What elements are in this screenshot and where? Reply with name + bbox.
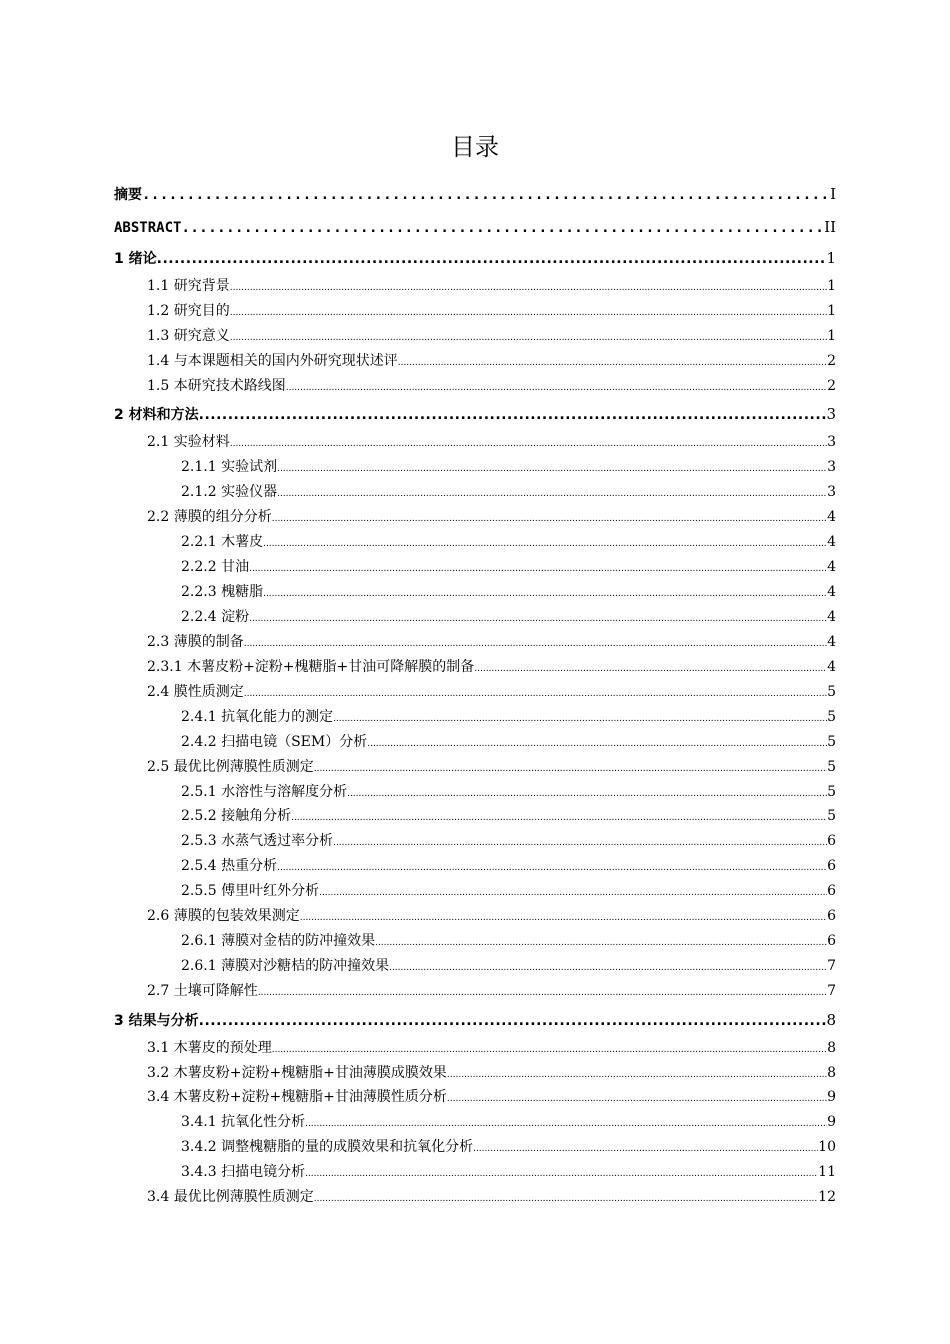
- toc-entry-label: 2.2.1 木薯皮: [181, 534, 264, 550]
- toc-entry[interactable]: [181, 457, 836, 479]
- toc-leader-dots: [277, 459, 827, 479]
- toc-entry-page: 1: [826, 249, 836, 267]
- toc-entry-page: I: [830, 185, 836, 203]
- toc-leader-dots: [230, 303, 827, 323]
- toc-entry[interactable]: [181, 806, 836, 828]
- toc-entry[interactable]: [114, 1010, 836, 1031]
- toc-entry[interactable]: [181, 482, 836, 504]
- toc-entry-label: 2.2.4 淀粉: [181, 609, 250, 625]
- toc-entry-label: 1.1 研究背景: [147, 278, 230, 294]
- toc-entry[interactable]: [147, 276, 836, 298]
- toc-leader-dots: [244, 634, 827, 654]
- toc-leader-dots: [230, 328, 827, 348]
- toc-entry[interactable]: [147, 301, 836, 323]
- toc-entry-page: 3: [827, 434, 836, 450]
- toc-entry-page: 4: [827, 534, 836, 550]
- toc-entry-label: 1.2 研究目的: [147, 303, 230, 319]
- toc-entry-label: 1 绪论: [114, 251, 157, 267]
- toc-entry-page: 6: [827, 933, 836, 949]
- toc-leader-dots: [300, 908, 827, 928]
- toc-entry[interactable]: [147, 981, 836, 1003]
- toc-entry-label: 3.4.2 调整槐糖脂的量的成膜效果和抗氧化分析: [181, 1139, 474, 1155]
- toc-entry-label: 2.5.2 接触角分析: [181, 808, 292, 824]
- toc-entry-page: 8: [827, 1040, 836, 1056]
- toc-entry-label: 2.2 薄膜的组分分析: [147, 509, 272, 525]
- toc-entry-label: 2 材料和方法: [114, 407, 199, 423]
- toc-entry-label: 2.3.1 木薯皮粉+淀粉+槐糖脂+甘油可降解膜的制备: [147, 659, 475, 675]
- toc-leader-dots: [258, 983, 827, 1003]
- toc-leader-dots: [249, 609, 827, 629]
- toc-leader-dots: [305, 1114, 827, 1134]
- toc-leader-dots: [181, 218, 824, 238]
- toc-entry-label: 2.1.1 实验试剂: [181, 459, 278, 475]
- toc-leader-dots: [230, 434, 827, 454]
- toc-entry[interactable]: [181, 1162, 836, 1184]
- toc-entry-label: 2.7 土壤可降解性: [147, 983, 258, 999]
- toc-leader-dots: [447, 1089, 827, 1109]
- toc-leader-dots: [199, 405, 827, 425]
- toc-entry-page: 5: [827, 684, 836, 700]
- toc-leader-dots: [389, 958, 827, 978]
- toc-entry-label: 2.4.1 抗氧化能力的测定: [181, 709, 334, 725]
- toc-entry-page: 3: [827, 459, 836, 475]
- toc-entry-page: 5: [827, 808, 836, 824]
- toc-leader-dots: [473, 1139, 818, 1159]
- toc-entry-page: 9: [827, 1089, 836, 1105]
- toc-entry-label: 2.1.2 实验仪器: [181, 484, 278, 500]
- toc-entry-label: 3 结果与分析: [114, 1013, 199, 1029]
- toc-entry-label: 2.3 薄膜的制备: [147, 634, 244, 650]
- toc-entry[interactable]: [181, 707, 836, 729]
- toc-entry-label: 2.4.2 扫描电镜（SEM）分析: [181, 734, 368, 750]
- toc-entry[interactable]: [147, 432, 836, 454]
- toc-entry[interactable]: [114, 248, 836, 269]
- toc-leader-dots: [263, 584, 827, 604]
- toc-entry-page: 10: [818, 1139, 836, 1155]
- toc-entry-label: 2.2.3 槐糖脂: [181, 584, 264, 600]
- toc-entry-page: 12: [818, 1189, 836, 1205]
- toc-leader-dots: [286, 378, 827, 398]
- toc-entry-label: 2.5.5 傅里叶红外分析: [181, 883, 320, 899]
- toc-leader-dots: [142, 185, 830, 205]
- toc-entry[interactable]: [181, 782, 836, 804]
- toc-entry[interactable]: [181, 856, 836, 878]
- toc-entry-label: 1.5 本研究技术路线图: [147, 378, 286, 394]
- toc-leader-dots: [277, 484, 827, 504]
- toc-leader-dots: [333, 709, 827, 729]
- toc-entry-page: 6: [827, 858, 836, 874]
- page-title: 目录: [451, 133, 499, 162]
- toc-leader-dots: [157, 249, 827, 269]
- toc-entry-page: 4: [827, 509, 836, 525]
- toc-entry[interactable]: [181, 1137, 836, 1159]
- toc-leader-dots: [347, 784, 827, 804]
- toc-entry[interactable]: [147, 682, 836, 704]
- toc-entry-label: 2.6.1 薄膜对沙糖桔的防冲撞效果: [181, 958, 390, 974]
- toc-entry-label: 摘要: [114, 187, 142, 203]
- toc-entry-label: 3.4 最优比例薄膜性质测定: [147, 1189, 314, 1205]
- toc-entry-page: 2: [827, 378, 836, 394]
- toc-entry-page: 5: [827, 709, 836, 725]
- toc-entry-page: 1: [827, 303, 836, 319]
- toc-leader-dots: [447, 1065, 827, 1085]
- toc-leader-dots: [199, 1011, 827, 1031]
- toc-entry-page: 8: [826, 1011, 836, 1029]
- toc-entry[interactable]: [147, 1087, 836, 1109]
- toc-entry-label: 1.4 与本课题相关的国内外研究现状述评: [147, 353, 398, 369]
- toc-leader-dots: [244, 684, 827, 704]
- toc-entry[interactable]: [181, 831, 836, 853]
- toc-entry[interactable]: [181, 557, 836, 579]
- toc-entry[interactable]: [181, 532, 836, 554]
- toc-entry-label: 2.5.1 水溶性与溶解度分析: [181, 784, 348, 800]
- toc-entry-page: 4: [827, 634, 836, 650]
- toc-leader-dots: [474, 659, 827, 679]
- toc-entry-label: 3.4.3 扫描电镜分析: [181, 1164, 306, 1180]
- toc-entry[interactable]: [147, 1038, 836, 1060]
- toc-leader-dots: [305, 1164, 818, 1184]
- toc-entry-page: 11: [818, 1164, 836, 1180]
- toc-entry-page: 4: [827, 609, 836, 625]
- toc-entry[interactable]: [181, 931, 836, 953]
- toc-entry-page: 4: [827, 584, 836, 600]
- toc-entry-page: 1: [827, 278, 836, 294]
- toc-entry[interactable]: [181, 607, 836, 629]
- toc-entry-label: 2.6.1 薄膜对金桔的防冲撞效果: [181, 933, 376, 949]
- toc-entry-page: 3: [826, 405, 836, 423]
- toc-entry-label: 3.1 木薯皮的预处理: [147, 1040, 272, 1056]
- toc-entry[interactable]: [181, 1112, 836, 1134]
- toc-entry-page: 2: [827, 353, 836, 369]
- toc-entry[interactable]: [181, 732, 836, 754]
- toc-entry[interactable]: [147, 906, 836, 928]
- toc-entry[interactable]: [181, 582, 836, 604]
- toc-entry[interactable]: [147, 632, 836, 654]
- toc-leader-dots: [249, 559, 827, 579]
- toc-entry[interactable]: [147, 1187, 836, 1209]
- toc-entry-label: 2.5.4 热重分析: [181, 858, 278, 874]
- toc-entry-label: 3.4.1 抗氧化性分析: [181, 1114, 306, 1130]
- toc-entry[interactable]: [147, 1063, 836, 1085]
- toc-entry-page: 5: [827, 784, 836, 800]
- toc-entry-label: 2.5 最优比例薄膜性质测定: [147, 759, 314, 775]
- toc-entry-page: 5: [827, 759, 836, 775]
- toc-leader-dots: [333, 833, 827, 853]
- toc-entry-label: 3.4 木薯皮粉+淀粉+槐糖脂+甘油薄膜性质分析: [147, 1089, 447, 1105]
- toc-leader-dots: [319, 883, 827, 903]
- toc-entry[interactable]: [147, 507, 836, 529]
- toc-entry-label: 2.6 薄膜的包装效果测定: [147, 908, 300, 924]
- toc-entry-label: 2.4 膜性质测定: [147, 684, 244, 700]
- toc-leader-dots: [398, 353, 827, 373]
- toc-entry[interactable]: [147, 376, 836, 398]
- toc-entry-page: 6: [827, 908, 836, 924]
- toc-entry[interactable]: [147, 757, 836, 779]
- toc-leader-dots: [272, 509, 827, 529]
- toc-entry-page: 4: [827, 659, 836, 675]
- toc-entry-label: 2.2.2 甘油: [181, 559, 250, 575]
- toc-entry[interactable]: [147, 657, 836, 679]
- toc-entry-page: 5: [827, 734, 836, 750]
- toc-leader-dots: [314, 759, 827, 779]
- toc-leader-dots: [291, 808, 827, 828]
- toc-entry-page: 7: [827, 983, 836, 999]
- toc-entry[interactable]: [114, 217, 836, 238]
- toc-entry[interactable]: [114, 404, 836, 425]
- toc-entry-label: 2.1 实验材料: [147, 434, 230, 450]
- toc-leader-dots: [277, 858, 827, 878]
- toc-entry-page: 4: [827, 559, 836, 575]
- toc-entry-page: 3: [827, 484, 836, 500]
- toc-entry-page: 6: [827, 883, 836, 899]
- toc-entry-label: 2.5.3 水蒸气透过率分析: [181, 833, 334, 849]
- toc-entry[interactable]: [147, 326, 836, 348]
- toc-leader-dots: [314, 1189, 818, 1209]
- toc-leader-dots: [230, 278, 827, 298]
- toc-entry-page: II: [824, 218, 836, 236]
- toc-entry-page: 1: [827, 328, 836, 344]
- toc-entry[interactable]: [181, 881, 836, 903]
- toc-entry-label: 3.2 木薯皮粉+淀粉+槐糖脂+甘油薄膜成膜效果: [147, 1065, 447, 1081]
- toc-entry[interactable]: [181, 956, 836, 978]
- toc-leader-dots: [367, 734, 827, 754]
- toc-entry[interactable]: [147, 351, 836, 373]
- toc-leader-dots: [263, 534, 827, 554]
- toc-entry[interactable]: [114, 184, 836, 205]
- toc-leader-dots: [272, 1040, 827, 1060]
- toc-entry-page: 6: [827, 833, 836, 849]
- toc-entry-page: 7: [827, 958, 836, 974]
- toc-entry-page: 8: [827, 1065, 836, 1081]
- toc-leader-dots: [375, 933, 827, 953]
- toc-entry-label: 1.3 研究意义: [147, 328, 230, 344]
- toc-entry-page: 9: [827, 1114, 836, 1130]
- toc-entry-label: ABSTRACT: [114, 220, 182, 236]
